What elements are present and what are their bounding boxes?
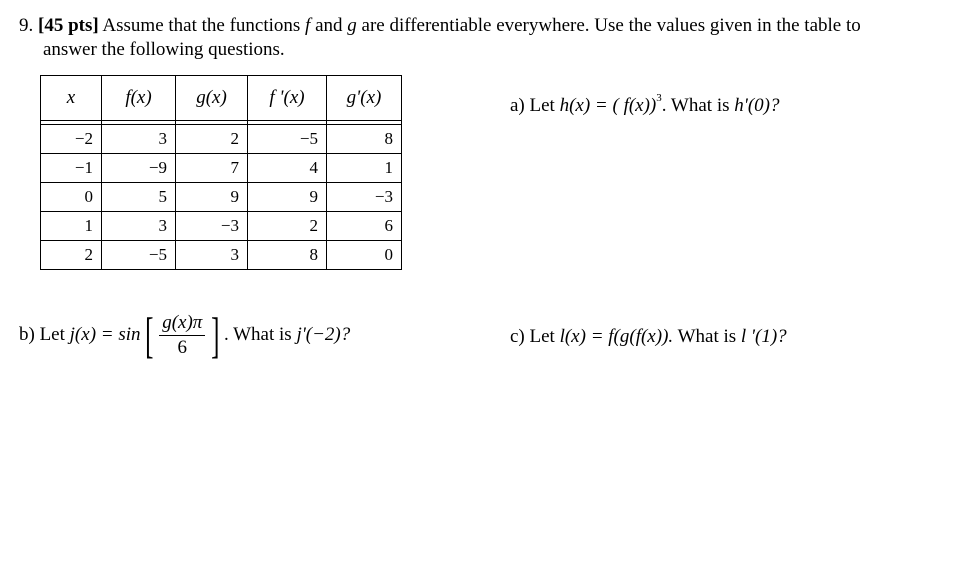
- question-a-ask: . What is: [661, 95, 730, 116]
- table-cell: 4: [248, 154, 327, 183]
- table-cell: 0: [41, 183, 102, 212]
- question-b-definition: j(x) = sin: [69, 324, 141, 345]
- right-bracket-icon: ]: [211, 307, 220, 363]
- question-c-prefix: c) Let: [510, 326, 555, 347]
- table-cell: 6: [327, 212, 402, 241]
- table-cell: 5: [102, 183, 176, 212]
- problem-points: [45 pts]: [38, 15, 99, 36]
- table-cell: 3: [102, 125, 176, 154]
- table-cell: 9: [176, 183, 248, 212]
- question-a: [510, 92, 779, 117]
- table-cell: 8: [248, 241, 327, 270]
- table-cell: 3: [176, 241, 248, 270]
- table-cell: −5: [248, 125, 327, 154]
- question-b-ask: . What is: [223, 324, 292, 345]
- table-cell: −1: [41, 154, 102, 183]
- header-g: g(x): [176, 76, 248, 121]
- question-b-fraction: [159, 311, 205, 360]
- fraction-denominator: 6: [177, 336, 187, 358]
- question-c-ask: What is: [677, 326, 737, 347]
- header-gprime: g'(x): [327, 76, 402, 121]
- question-b-prefix: b) Let: [19, 324, 65, 345]
- table-row: [41, 125, 402, 154]
- fraction-numerator: g(x)π: [159, 311, 205, 336]
- question-a-prefix: a) Let: [510, 95, 555, 116]
- table-cell: −3: [176, 212, 248, 241]
- question-b-target: j'(−2)?: [296, 324, 351, 345]
- question-c: [510, 326, 787, 348]
- header-f: f(x): [102, 76, 176, 121]
- problem-and: and: [315, 15, 343, 36]
- header-x: x: [41, 76, 102, 121]
- problem-text-3: answer the following questions.: [43, 39, 285, 60]
- question-c-definition: l(x) = f(g(f(x)).: [559, 326, 674, 347]
- problem-text-2: are differentiable everywhere. Use the values given in the table to: [361, 15, 861, 36]
- table-cell: 8: [327, 125, 402, 154]
- problem-text-1: Assume that the functions: [102, 15, 301, 36]
- question-c-target: l '(1)?: [740, 326, 787, 347]
- table-row: [41, 212, 402, 241]
- table-cell: −2: [41, 125, 102, 154]
- values-table: [40, 75, 402, 270]
- question-a-target: h'(0)?: [734, 95, 780, 116]
- table-cell: 7: [176, 154, 248, 183]
- table-cell: 2: [41, 241, 102, 270]
- table-cell: 0: [327, 241, 402, 270]
- problem-number: 9.: [19, 15, 34, 36]
- function-g: g: [347, 15, 357, 36]
- table-row: [41, 183, 402, 212]
- table-cell: 9: [248, 183, 327, 212]
- table-cell: −3: [327, 183, 402, 212]
- table-row: [41, 154, 402, 183]
- table-cell: 1: [327, 154, 402, 183]
- question-a-exponent: 3: [656, 92, 662, 104]
- table-header-row: [41, 76, 402, 121]
- problem-statement: [19, 14, 939, 62]
- table-cell: 2: [176, 125, 248, 154]
- table-cell: −9: [102, 154, 176, 183]
- function-f: f: [305, 15, 311, 36]
- table-cell: 3: [102, 212, 176, 241]
- left-bracket-icon: [: [144, 307, 154, 363]
- table-row: [41, 241, 402, 270]
- header-fprime: f '(x): [248, 76, 327, 121]
- table-cell: −5: [102, 241, 176, 270]
- question-a-definition: h(x) = ( f(x)): [559, 95, 657, 116]
- table-cell: 1: [41, 212, 102, 241]
- table-cell: 2: [248, 212, 327, 241]
- question-b: [19, 307, 351, 370]
